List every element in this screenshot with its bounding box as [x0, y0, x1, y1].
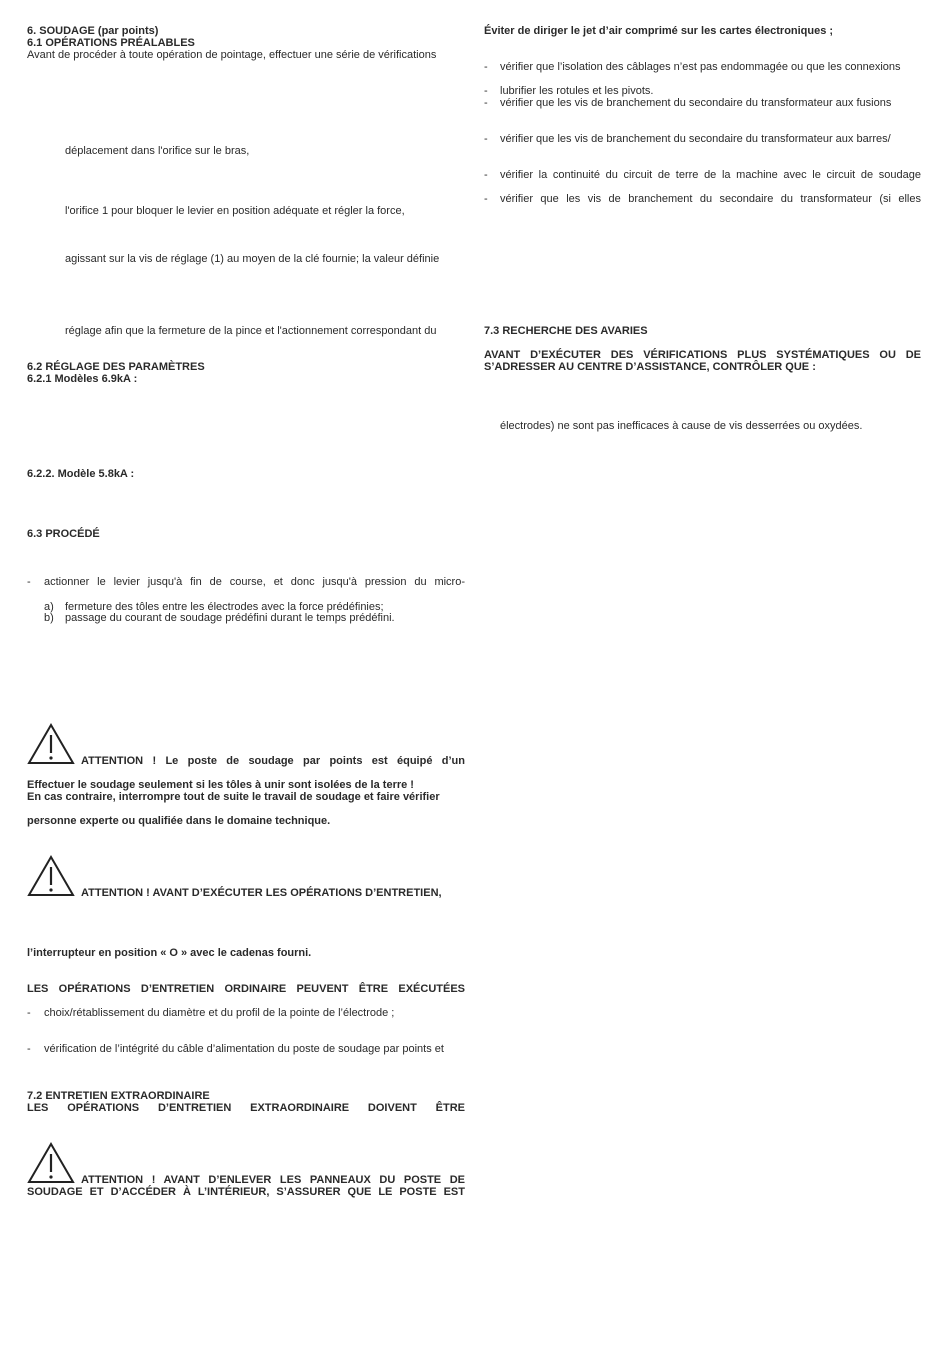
paragraph-line: déplacement dans l'orifice sur le bras, [65, 145, 250, 157]
list-item: actionner le levier jusqu'à fin de course, et donc jusqu'à pression du micro- [44, 576, 465, 588]
list-dash: - [484, 193, 488, 205]
list-item: vérifier que les vis de branchement du secondaire du transformateur aux fusions [500, 97, 892, 109]
list-dash: - [484, 61, 488, 73]
list-item: vérifier que l’isolation des câblages n’est pas endommagée ou que les connexions [500, 61, 901, 73]
list-item: vérifier la continuité du circuit de terre de la machine avec le circuit de soudage [500, 169, 921, 181]
paragraph-line-bold: personne experte ou qualifiée dans le domaine technique. [27, 815, 331, 827]
list-dash: - [484, 169, 488, 181]
paragraph-line-bold: En cas contraire, interrompre tout de suite le travail de soudage et faire vérifier [27, 791, 440, 803]
subsection-title-operations-prealables: 6.1 OPÉRATIONS PRÉALABLES [27, 37, 195, 49]
list-marker: b) [44, 612, 54, 624]
list-dash: - [27, 1043, 31, 1055]
subsection-title-modeles-6-9ka: 6.2.1 Modèles 6.9kA : [27, 373, 138, 385]
warning-triangle-icon [27, 855, 75, 897]
warning-text: SOUDAGE ET D’ACCÉDER À L’INTÉRIEUR, S’ASSURER QUE LE POSTE EST [27, 1186, 465, 1198]
list-item: vérifier que les vis de branchement du secondaire du transformateur aux barres/ [500, 133, 891, 145]
warning-text: ATTENTION ! AVANT D’ENLEVER LES PANNEAUX DU POSTE DE [81, 1174, 465, 1186]
warning-triangle-icon [27, 1142, 75, 1184]
section-title-soudage: 6. SOUDAGE (par points) [27, 25, 159, 37]
paragraph-line: l'orifice 1 pour bloquer le levier en position adéquate et régler la force, [65, 205, 405, 217]
subsection-title-recherche-avaries: 7.3 RECHERCHE DES AVARIES [484, 325, 648, 337]
paragraph-line-bold: LES OPÉRATIONS D’ENTRETIEN ORDINAIRE PEUVENT ÊTRE EXÉCUTÉES [27, 983, 465, 995]
paragraph-line-bold: LES OPÉRATIONS D’ENTRETIEN EXTRAORDINAIRE DOIVENT ÊTRE [27, 1102, 465, 1114]
paragraph-line-bold: S’ADRESSER AU CENTRE D’ASSISTANCE, CONTRÔLER QUE : [484, 361, 816, 373]
list-dash: - [484, 85, 488, 97]
list-item: vérification de l’intégrité du câble d’alimentation du poste de soudage par points et [44, 1043, 444, 1055]
warning-text: ATTENTION ! Le poste de soudage par points est équipé d’un [81, 755, 465, 767]
paragraph-line-bold: AVANT D’EXÉCUTER DES VÉRIFICATIONS PLUS SYSTÉMATIQUES OU DE [484, 349, 921, 361]
list-marker: a) [44, 601, 54, 613]
paragraph-line: électrodes) ne sont pas inefficaces à cause de vis desserrées ou oxydées. [500, 420, 863, 432]
paragraph-line-bold: Effectuer le soudage seulement si les tôles à unir sont isolées de la terre ! [27, 779, 414, 791]
warning-text: ATTENTION ! AVANT D’EXÉCUTER LES OPÉRATIONS D’ENTRETIEN, [81, 887, 442, 899]
subsection-title-modele-5-8ka: 6.2.2. Modèle 5.8kA : [27, 468, 135, 480]
list-item: choix/rétablissement du diamètre et du profil de la pointe de l’électrode ; [44, 1007, 395, 1019]
paragraph-line: agissant sur la vis de réglage (1) au moyen de la clé fournie; la valeur définie [65, 253, 440, 265]
subsection-title-entretien-extraordinaire: 7.2 ENTRETIEN EXTRAORDINAIRE [27, 1090, 210, 1102]
list-dash: - [27, 1007, 31, 1019]
subsection-title-procede: 6.3 PROCÉDÉ [27, 528, 100, 540]
list-item: lubrifier les rotules et les pivots. [500, 85, 654, 97]
paragraph-line-bold: Éviter de diriger le jet d’air comprimé sur les cartes électroniques ; [484, 25, 834, 37]
paragraph-line: Avant de procéder à toute opération de pointage, effectuer une série de vérifications [27, 49, 437, 61]
list-item: fermeture des tôles entre les électrodes avec la force prédéfinies; [65, 601, 384, 613]
list-item: passage du courant de soudage prédéfini durant le temps prédéfini. [65, 612, 395, 624]
paragraph-line: réglage afin que la fermeture de la pince et l'actionnement correspondant du [65, 325, 437, 337]
list-item: vérifier que les vis de branchement du secondaire du transformateur (si elles [500, 193, 921, 205]
list-dash: - [484, 97, 488, 109]
list-dash: - [27, 576, 31, 588]
subsection-title-reglage-parametres: 6.2 RÉGLAGE DES PARAMÈTRES [27, 361, 205, 373]
warning-triangle-icon [27, 723, 75, 765]
list-dash: - [484, 133, 488, 145]
paragraph-line-bold: l’interrupteur en position « O » avec le cadenas fourni. [27, 947, 312, 959]
